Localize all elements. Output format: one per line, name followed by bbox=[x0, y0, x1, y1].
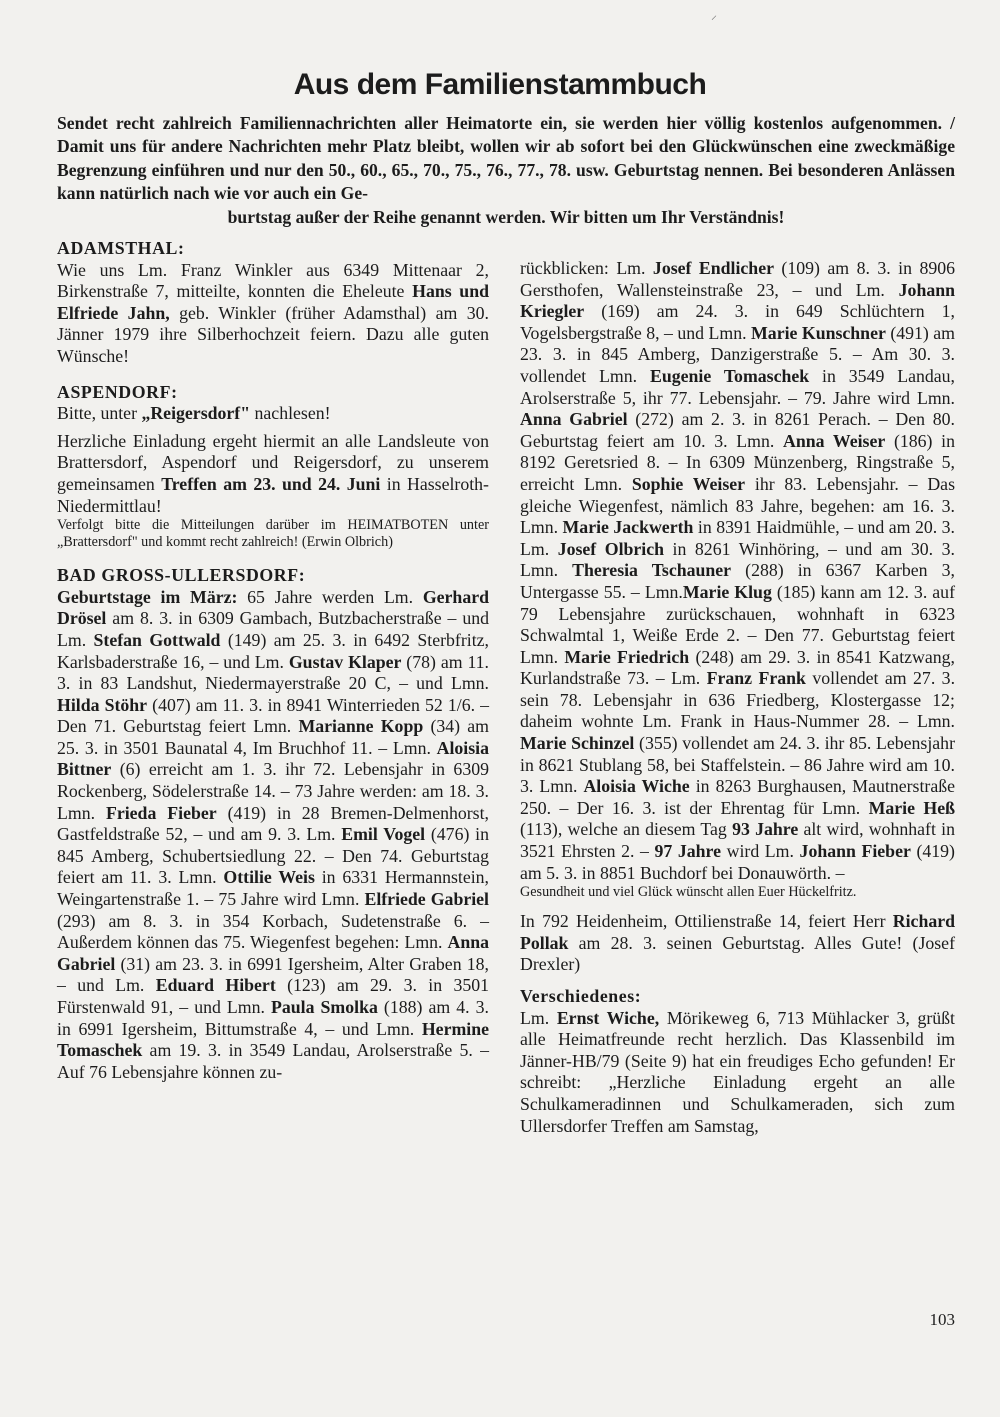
person-name: Josef Endlicher bbox=[652, 258, 774, 278]
event-date: Treffen am 23. und 24. Juni bbox=[161, 473, 381, 494]
section-heading-verschiedenes: Verschiedenes: bbox=[520, 986, 642, 1006]
text: (169) am 24. 3. in 649 Schlüchtern 1, Vogelsbergstraße 8, – und Lmn. bbox=[520, 301, 955, 343]
person-name: Theresia Tschauner bbox=[572, 560, 732, 581]
person-name: Frieda Fieber bbox=[105, 802, 217, 823]
person-name: Richard Pollak bbox=[520, 911, 955, 953]
text: rückblicken: Lm. bbox=[520, 258, 653, 278]
text: (491) am 23. 3. in 845 Amberg, Danzigerstraße 5. – Am 30. 3. vollendet Lmn. bbox=[520, 322, 956, 386]
person-name: Anna Gabriel bbox=[57, 932, 489, 974]
text: Wie uns Lm. Franz Winkler aus 6349 Mittenaar 2, Birkenstraße 7, mitteilte, konnten die Eheleute bbox=[57, 259, 489, 302]
text: (272) am 2. 3. in 8261 Perach. – Den 80. Geburtstag feiert am 10. 3. Lmn. bbox=[520, 409, 955, 451]
person-name: Marie Klug bbox=[682, 581, 772, 602]
text: (109) am 8. 3. in 8906 Gersthofen, Wallensteinstraße 23, – und Lm. bbox=[520, 258, 956, 300]
person-name: Anna Weiser bbox=[783, 430, 886, 451]
section-heading-adamsthal: ADAMSTHAL: bbox=[57, 238, 185, 258]
place-name: „Reigersdorf" bbox=[141, 403, 251, 424]
person-name: Marie Jackwerth bbox=[562, 517, 694, 538]
text: alt wird, wohnhaft in 3521 Ehrsten 2. – bbox=[520, 819, 955, 862]
text: (293) am 8. 3. in 354 Korbach, Sudetenstraße 6. – Außerdem können das 75. Wiegenfest begehen: Lmn. bbox=[57, 910, 489, 953]
person-name: Gustav Klaper bbox=[288, 651, 402, 672]
text: (34) am 25. 3. in 3501 Baunatal 4, Im Bruchhof 11. – Lmn. bbox=[57, 716, 489, 758]
birthday-list-continued bbox=[520, 258, 955, 884]
left-column bbox=[57, 238, 489, 1083]
text: wird Lm. bbox=[721, 841, 800, 862]
person-name: Stefan Gottwald bbox=[93, 629, 221, 650]
text: (419) am 5. 3. in 8851 Buchdorf bei Donauwörth. – bbox=[520, 841, 955, 883]
section-heading-aspendorf: ASPENDORF: bbox=[57, 381, 178, 402]
person-name: Elfriede Gabriel bbox=[364, 889, 490, 910]
text: (113), welche an diesem Tag bbox=[520, 819, 733, 840]
verschiedenes-paragraph bbox=[520, 1008, 955, 1138]
text: (248) am 29. 3. in 8541 Katzwang, Kurlandstraße 73. – Lm. bbox=[520, 646, 955, 689]
text: (188) am 4. 3. in 6991 Igersheim, Bittumstraße 4, – und Lmn. bbox=[57, 997, 489, 1039]
greeting-note: Gesundheit und viel Glück wünscht allen Euer Hückelfritz. bbox=[520, 884, 857, 901]
text: Bitte, unter bbox=[57, 403, 142, 424]
text: Herzliche Einladung ergeht hiermit an alle Landsleute von Brattersdorf, Aspendorf und Reigersdorf, zu unserem gemeinsamen bbox=[57, 430, 489, 494]
text: (288) in 6367 Karben 3, Untergasse 55. – Lmn. bbox=[520, 560, 955, 602]
text: in 8263 Burghausen, Mautnerstraße 250. – Der 16. 3. ist der Ehrentag für Lmn. bbox=[520, 776, 955, 818]
text: In 792 Heidenheim, Ottilienstraße 14, feiert Herr bbox=[520, 911, 893, 932]
person-name: Marie Friedrich bbox=[564, 646, 690, 667]
person-name: Hilda Stöhr bbox=[57, 694, 148, 715]
person-name: Anna Gabriel bbox=[520, 409, 628, 430]
person-name: Josef Olbrich bbox=[557, 538, 665, 559]
person-name: Aloisia Bittner bbox=[57, 737, 489, 780]
section-heading-bad-gross-ullersdorf: BAD GROSS-ULLERSDORF: bbox=[57, 565, 306, 586]
person-name: Geburtstage im März: bbox=[57, 586, 238, 607]
aspendorf-note: Verfolgt bitte die Mitteilungen darüber im HEIMATBOTEN unter „Brattersdorf" und kommt recht zahlreich! (Erwin Olbrich) bbox=[57, 517, 489, 551]
aspendorf-paragraph-2 bbox=[57, 431, 489, 517]
text: am 8. 3. in 6309 Gambach, Butzbacherstraße – und Lm. bbox=[57, 608, 489, 650]
person-name: Marie Heß bbox=[868, 797, 955, 818]
person-name: Marianne Kopp bbox=[298, 716, 424, 737]
person-name: Aloisia Wiche bbox=[583, 776, 690, 797]
aspendorf-paragraph-1 bbox=[57, 403, 489, 425]
person-name: Ottilie Weis bbox=[223, 867, 315, 888]
text: 65 Jahre werden Lm. bbox=[237, 586, 423, 607]
text: vollendet am 27. 3. sein 78. Lebensjahr in 636 Friedberg, Klostergasse 12; daheim wohnte Lm. Frank in Haus-Nummer 28. – Lmn. bbox=[520, 668, 956, 732]
person-name: Ernst Wiche, bbox=[556, 1007, 660, 1028]
text: (419) in 28 Bremen-Delmenhorst, Gastfeldstraße 52, – und am 9. 3. Lm. bbox=[57, 802, 489, 845]
text: am 28. 3. seinen Geburtstag. Alles Gute! (Josef Drexler) bbox=[520, 932, 955, 975]
person-name: Eugenie Tomaschek bbox=[650, 365, 810, 386]
person-name: Johann Kriegler bbox=[520, 279, 955, 322]
person-name: Hans und Elfriede Jahn, bbox=[57, 281, 489, 323]
text: nachlesen! bbox=[250, 403, 331, 424]
text: (186) in 8192 Geretsried 8. – In 6309 Münzenberg, Ringstraße 5, erreicht Lmn. bbox=[520, 430, 955, 494]
text: geb. Winkler (früher Adamsthal) am 30. Jänner 1979 ihre Silberhochzeit feiern. Dazu alle guten Wünsche! bbox=[57, 302, 489, 366]
person-name: 97 Jahre bbox=[654, 841, 722, 862]
text: (149) am 25. 3. in 6492 Sterbfritz, Karlsbaderstraße 16, – und Lm. bbox=[57, 629, 489, 672]
text: (476) in 845 Amberg, Schubertsiedlung 22. – Den 74. Geburtstag feiert am 11. 3. Lmn. bbox=[57, 824, 489, 888]
person-name: Emil Vogel bbox=[341, 824, 426, 845]
text: (123) am 29. 3. in 3501 Fürstenwald 91, – und Lmn. bbox=[57, 975, 490, 1017]
text: Mörikeweg 6, 713 Mühlacker 3, grüßt alle Heimatfreunde recht herzlich. Das Klassenbild im Jänner-HB/79 (Seite 9) hat ein freudiges Echo gefunden! Er schreibt: „Herzliche Einladung ergeht an alle Schulkameradinnen und Schulkameraden, sich zum Ullersdorfer Treffen am Samstag, bbox=[520, 1007, 955, 1136]
person-name: Sophie Weiser bbox=[631, 473, 746, 494]
right-column bbox=[520, 258, 955, 1137]
scan-mark-icon: ⸝ bbox=[711, 8, 718, 22]
pollak-paragraph bbox=[520, 911, 955, 976]
person-name: Paula Smolka bbox=[271, 997, 378, 1017]
intro-text: Sendet recht zahlreich Familiennachrichten aller Heimatorte ein, sie werden hier völlig kostenlos aufgenommen. / Damit uns für andere Nachrichten mehr Platz bleibt, wollen wir ab sofort bei den Glückwünschen eine zweckmäßige Begrenzung einführen und nur den 50., 60., 65., 70., 75., 76., 77., 78. usw. Geburtstag nennen. Bei besonderen Anlässen kann natürlich nach wie vor auch ein Ge- bbox=[57, 113, 955, 204]
intro-text-last-line: burtstag außer der Reihe genannt werden. Wir bitten um Ihr Verständnis! bbox=[227, 206, 785, 227]
adamsthal-paragraph bbox=[57, 260, 489, 368]
page-title: Aus dem Familienstammbuch bbox=[293, 68, 707, 101]
text: (407) am 11. 3. in 8941 Winterrieden 52 1/6. – Den 71. Geburtstag feiert Lmn. bbox=[57, 694, 489, 737]
person-name: Eduard Hibert bbox=[155, 975, 276, 996]
text: (185) kann am 12. 3. auf 79 Lebensjahre zurückschauen, wohnhaft in 6323 Schwalmtal 1, Weiße Erde 2. – Den 77. Geburtstag feiert Lmn. bbox=[520, 581, 955, 667]
text: in Hasselroth-Niedermittlau! bbox=[57, 473, 489, 516]
text: (31) am 23. 3. in 6991 Igersheim, Alter Graben 18, – und Lm. bbox=[57, 953, 489, 996]
text: in 3549 Landau, Arolserstraße 5, ihr 77. Lebensjahr. – 79. Jahre wird Lmn. bbox=[520, 365, 955, 408]
person-name: 93 Jahre bbox=[732, 819, 799, 840]
person-name: Marie Kunschner bbox=[751, 322, 886, 343]
page-number: 103 bbox=[929, 1310, 955, 1329]
text: (78) am 11. 3. in 83 Landshut, Niedermayerstraße 20 C, – und Lmn. bbox=[57, 651, 490, 694]
text: in 8261 Winhöring, – und am 30. 3. Lmn. bbox=[520, 538, 955, 581]
text: ihr 83. Lebensjahr. – Das gleiche Wiegenfest, nämlich 83 Jahre, begehen: am 16. 3. Lmn. bbox=[520, 473, 955, 538]
text: Lm. bbox=[520, 1007, 557, 1028]
text: (6) erreicht am 1. 3. ihr 72. Lebensjahr in 6309 Rockenberg, Södelerstraße 14. – 73 Jahre werden: am 18. 3. Lmn. bbox=[57, 759, 489, 823]
text: in 8391 Haidmühle, – und am 20. 3. Lm. bbox=[520, 517, 955, 559]
bad-gross-ullersdorf-paragraph bbox=[57, 587, 489, 1084]
person-name: Hermine Tomaschek bbox=[57, 1018, 489, 1061]
person-name: Marie Schinzel bbox=[520, 733, 635, 754]
text: (355) vollendet am 24. 3. ihr 85. Lebensjahr in 8621 Stublang 58, bei Staffelstein. – 86 Jahre wird am 10. 3. Lmn. bbox=[520, 733, 955, 797]
person-name: Johann Fieber bbox=[799, 841, 911, 862]
intro-notice bbox=[57, 112, 955, 229]
text: am 19. 3. in 3549 Landau, Arolserstraße 5. – Auf 76 Lebensjahre können zu- bbox=[57, 1040, 489, 1082]
person-name: Franz Frank bbox=[706, 668, 806, 689]
person-name: Gerhard Drösel bbox=[57, 586, 489, 629]
text: in 6331 Hermannstein, Weingartenstraße 1. – 75 Jahre wird Lmn. bbox=[57, 867, 489, 910]
